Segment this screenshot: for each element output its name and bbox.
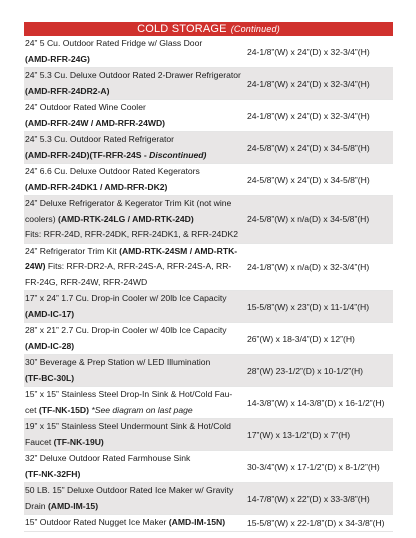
product-code: (AMD-IC-28) [25,340,75,351]
section-header [24,22,393,36]
product-dimensions: 24-1/8”(W) x 24”(D) x 32-3/4”(H) [247,110,370,121]
product-code: (AMD-IM-15N) [168,517,226,527]
product-name: 28” x 21” 2.7 Cu. Drop-in Cooler w/ 40lb Ice Capacity [25,325,227,335]
product-dimensions: 14-3/8”(W) x 14-3/8”(D) x 16-1/2”(H) [247,397,385,408]
product-description [24,244,246,291]
product-dimensions: 15-5/8”(W) x 22-1/8”(D) x 34-3/8”(H) [247,517,385,528]
product-table [24,36,393,532]
product-description [24,291,246,322]
product-name: 17” x 24” 1.7 Cu. Drop-in Cooler w/ 20lb Ice Capacity [25,293,227,303]
table-row [24,483,393,515]
product-code: (AMD-RFR-24D)(TF-RFR-24S - [25,149,150,160]
product-description [24,419,246,450]
product-code: (TF-NK-32FH) [25,468,81,479]
product-dimensions: 24-1/8”(W) x 24”(D) x 32-3/4”(H) [247,46,370,57]
product-dimensions: 28”(W) 23-1/2”(D) x 10-1/2”(H) [247,365,364,376]
product-name: 24” 5.3 Cu. Deluxe Outdoor Rated 2-Drawer Refrigerator [25,70,241,80]
product-code: (TF-NK-19U) [53,436,104,447]
product-description [24,132,246,163]
table-row [24,68,393,100]
product-dimensions: 24-1/8”(W) x n/a(D) x 32-3/4”(H) [247,261,370,272]
product-code: (AMD-RFR-24W / AMD-RFR-24WD) [25,117,166,128]
product-dimensions: 24-1/8”(W) x 24”(D) x 32-3/4”(H) [247,78,370,89]
product-name: 15” Outdoor Rated Nugget Ice Maker [25,517,169,527]
table-row [24,196,393,244]
product-name: 19” x 15” Stainless Steel Undermount Sink & Hot/Cold [25,421,231,431]
product-code: (TF-NK-15D) [38,404,89,415]
product-name: 50 LB. 15” Deluxe Outdoor Rated Ice Maker w/ Gravity [25,485,234,495]
product-name-cont: cet [25,404,39,415]
product-dimensions: 14-7/8”(W) x 22”(D) x 33-3/8”(H) [247,493,370,504]
table-row [24,387,393,419]
product-name: 24” Refrigerator Trim Kit [25,245,120,256]
product-dimensions: 24-5/8”(W) x n/a(D) x 34-5/8”(H) [247,214,370,225]
section-title: COLD STORAGE [137,23,227,35]
table-row [24,419,393,451]
fits-note-cont: FR-24G, RFR-24W, RFR-24WD [25,276,148,287]
table-row [24,451,393,483]
top-band [0,0,416,17]
table-row [24,244,393,292]
product-name-cont: coolers) [25,213,58,224]
product-description [24,196,246,243]
product-name-cont: Faucet [25,436,54,447]
section-subtitle: (Continued) [230,24,280,34]
product-dimensions: 15-5/8”(W) x 23”(D) x 11-1/4”(H) [247,301,370,312]
product-name-cont: Drain [25,500,48,511]
product-description [24,68,246,99]
product-name: 24” 5 Cu. Outdoor Rated Fridge w/ Glass Door [25,38,203,48]
fits-note: Fits: RFR-24D, RFR-24DK, RFR-24DK1, & RFR-24DK2 [25,229,238,239]
product-description [24,451,246,482]
product-code: (AMD-IC-17) [25,308,75,319]
product-name: 24” Outdoor Rated Wine Cooler [25,102,146,112]
product-description [24,515,246,531]
table-row [24,355,393,387]
product-description [24,36,246,67]
table-row [24,164,393,196]
table-row [24,323,393,355]
fits-note: Fits: RFR-DR2-A, RFR-24S-A, RFR-24S-A, RR- [45,261,232,271]
product-code: (AMD-RFR-24DR2-A) [25,85,110,96]
product-description [24,100,246,131]
table-row [24,132,393,164]
product-name: 30” Beverage & Prep Station w/ LED Illumination [25,357,211,367]
product-code-cont: 24W) [25,261,46,271]
table-row [24,515,393,532]
product-name: 24” 5.3 Cu. Outdoor Rated Refrigerator [25,134,175,144]
product-description [24,355,246,386]
product-description [24,483,246,514]
product-dimensions: 30-3/4”(W) x 17-1/2”(D) x 8-1/2”(H) [247,461,380,472]
product-dimensions: 24-5/8”(W) x 24”(D) x 34-5/8”(H) [247,174,370,185]
discontinued-note: Discontinued) [149,149,207,160]
product-code: (AMD-RTK-24SM / AMD-RTK- [119,245,238,256]
product-code: (AMD-RFR-24DK1 / AMD-RFR-DK2) [25,181,168,192]
table-row [24,291,393,323]
product-description [24,164,246,195]
product-dimensions: 26”(W) x 18-3/4”(D) x 12”(H) [247,333,355,344]
product-code: (AMD-IM-15) [47,500,99,511]
diagram-note: *See diagram on last page [88,404,193,415]
product-description [24,323,246,354]
product-name: 24” Deluxe Refrigerator & Kegerator Trim Kit (not wine [25,198,232,208]
product-name: 15” x 15” Stainless Steel Drop-In Sink & Hot/Cold Fau- [25,389,233,399]
product-description [24,387,246,418]
table-row [24,100,393,132]
product-name: 32” Deluxe Outdoor Rated Farmhouse Sink [25,453,191,463]
product-dimensions: 17”(W) x 13-1/2”(D) x 7”(H) [247,429,351,440]
table-row [24,36,393,68]
product-code: (TF-BC-30L) [25,372,75,383]
product-code: (AMD-RTK-24LG / AMD-RTK-24D) [57,213,194,224]
product-name: 24” 6.6 Cu. Deluxe Outdoor Rated Kegerators [25,166,200,176]
product-dimensions: 24-5/8”(W) x 24”(D) x 34-5/8”(H) [247,142,370,153]
product-code: (AMD-RFR-24G) [25,53,90,64]
